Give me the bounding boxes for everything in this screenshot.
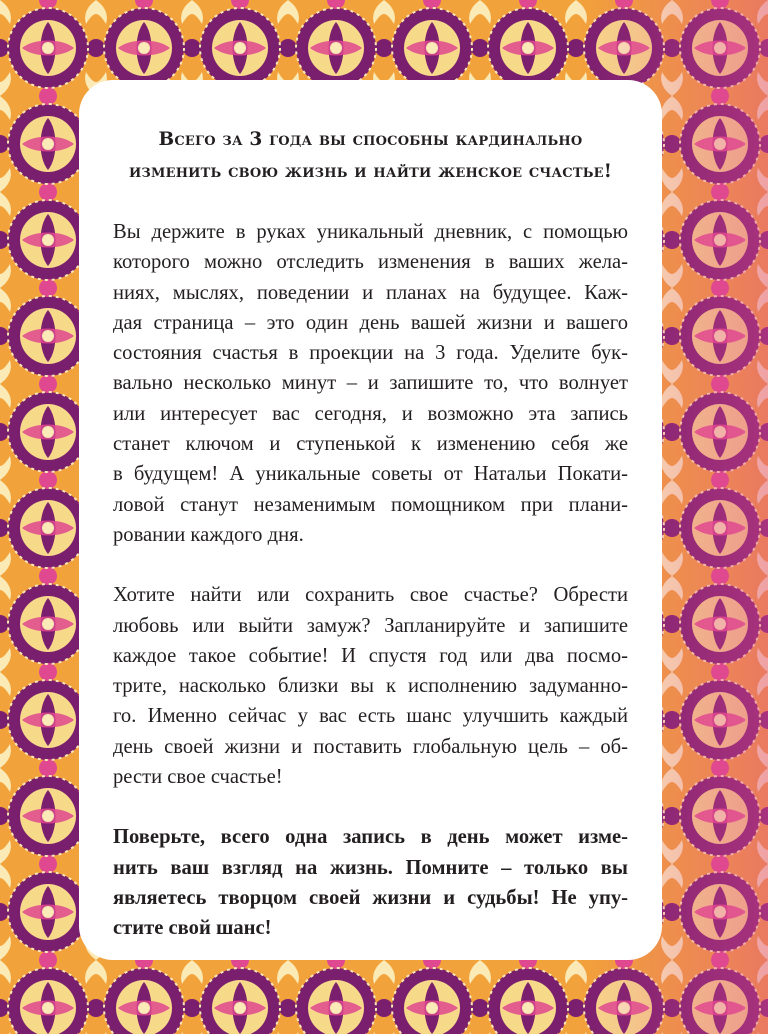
text-line: ровании каждого дня. (113, 523, 304, 546)
title-line: изменить свою жизнь и найти женское счастье! (128, 161, 613, 182)
text-line: которого можно отследить изменения в ваших жела- (113, 251, 628, 274)
text-line: день своей жизни и поставить глобальную цель – об- (113, 735, 628, 758)
paragraph-questions (113, 580, 628, 792)
text-line: ловой станут незаменимым помощником при плани- (113, 493, 628, 516)
text-line: ниях, мыслях, поведении и планах на будущее. Каж- (113, 281, 628, 304)
text-line: или интересует вас сегодня, и возможно эта запись (113, 402, 628, 425)
text-card (79, 80, 662, 960)
text-line: любовь или выйти замуж? Запланируйте и запишите (113, 614, 628, 637)
text-line: дая страница – это один день вашей жизни и вашего (113, 311, 628, 334)
paragraph-closing-bold (113, 822, 628, 943)
text-line: трите, насколько близки вы к исполнению задуманно- (113, 675, 628, 698)
text-line: являетесь творцом своей жизни и судьбы! Не упу- (113, 886, 628, 909)
text-line: Хотите найти или сохранить свое счастье? Обрести (113, 584, 628, 607)
text-line: состояния счастья в проекции на 3 года. Уделите бук- (113, 342, 628, 365)
text-line: в будущем! А уникальные советы от Натальи Покати- (113, 463, 628, 486)
text-line: станет ключом и ступенькой к изменению себя же (113, 433, 628, 456)
text-line: вально несколько минут – и запишите то, что волнует (113, 372, 628, 395)
text-line: го. Именно сейчас у вас есть шанс улучшить каждый (113, 705, 628, 728)
text-line: каждое такое событие! И спустя год или два посмо- (113, 644, 628, 667)
page-title (113, 124, 628, 188)
title-line: Всего за 3 года вы способны кардинально (158, 129, 583, 150)
text-line: рести свое счастье! (113, 766, 283, 789)
paragraph-intro (113, 217, 628, 550)
text-line: нить ваш взгляд на жизнь. Помните – только вы (113, 856, 628, 879)
text-line: Поверьте, всего одна запись в день может изме- (113, 826, 628, 849)
text-line: Вы держите в руках уникальный дневник, с помощью (113, 221, 628, 243)
text-line: стите свой шанс! (113, 917, 272, 940)
